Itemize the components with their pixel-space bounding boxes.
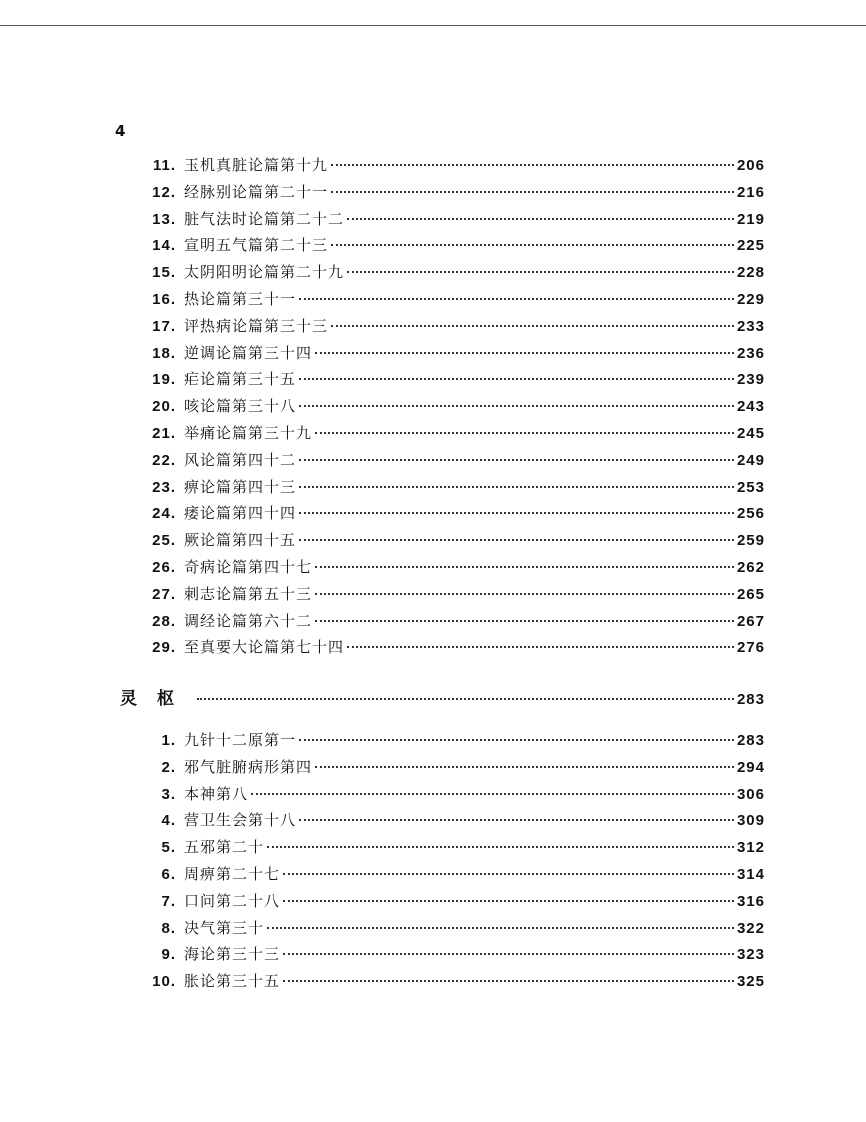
entry-page: 259 [736,532,765,550]
entry-page: 219 [736,210,765,228]
toc-entry [120,261,765,288]
toc-entry [120,368,765,395]
dot-leader [299,405,734,407]
toc-entry [120,288,765,315]
dot-leader [267,846,734,848]
toc-entry [120,890,765,917]
dot-leader [299,539,734,541]
entry-page: 323 [736,946,765,964]
entry-title: 调经论篇第六十二 [184,611,313,630]
entry-page: 233 [736,317,765,335]
scan-top-line [0,25,866,26]
entry-title: 举痛论篇第三十九 [184,423,313,442]
toc-entry [120,809,765,836]
toc-suwen-list [120,154,765,663]
toc-entry [120,449,765,476]
toc-entry [120,422,765,449]
entry-number: 2. [161,758,176,776]
toc-entry [120,729,765,756]
entry-title: 痿论篇第四十四 [184,504,297,523]
entry-title: 太阴阳明论篇第二十九 [184,263,345,282]
entry-page: 206 [736,157,765,174]
section-page: 283 [736,691,765,708]
dot-leader [299,512,734,514]
dot-leader [347,218,734,220]
entry-page: 312 [736,839,765,857]
entry-title: 胀论第三十五 [184,972,281,991]
entry-title: 咳论篇第三十八 [184,397,297,416]
entry-number: 18. [152,344,176,362]
toc-entry [120,154,765,181]
entry-number: 3. [161,785,176,803]
dot-leader [347,646,734,648]
entry-number: 24. [152,505,176,523]
entry-page: 239 [736,371,765,389]
dot-leader [251,793,734,795]
entry-number: 29. [152,639,176,657]
dot-leader [315,620,734,622]
entry-number: 25. [152,532,176,550]
entry-page: 253 [736,478,765,496]
toc-entry [120,836,765,863]
entry-number: 11. [152,157,176,174]
dot-leader [315,766,734,768]
entry-number: 8. [161,919,176,937]
entry-title: 海论第三十三 [184,945,281,964]
entry-number: 7. [161,892,176,910]
entry-title: 热论篇第三十一 [184,289,297,308]
toc-entry [120,610,765,637]
entry-number: 10. [152,973,176,991]
dot-leader [267,927,734,929]
entry-title: 邪气脏腑病形第四 [184,757,313,776]
entry-number: 22. [152,451,176,469]
toc-entry [120,636,765,663]
dot-leader [331,164,734,166]
entry-title: 本神第八 [184,784,249,803]
entry-page: 267 [736,612,765,630]
entry-number: 26. [152,558,176,576]
toc-entry [120,583,765,610]
entry-page: 276 [736,639,765,657]
entry-title: 脏气法时论篇第二十二 [184,209,345,228]
entry-title: 厥论篇第四十五 [184,531,297,550]
section-title: 灵枢 [120,689,194,709]
entry-page: 229 [736,290,765,308]
entry-title: 痹论篇第四十三 [184,477,297,496]
entry-number: 14. [152,237,176,255]
entry-title: 经脉别论篇第二十一 [184,182,329,201]
entry-page: 325 [736,973,765,991]
entry-number: 17. [152,317,176,335]
toc-entry [120,502,765,529]
entry-number: 16. [152,290,176,308]
entry-page: 309 [736,812,765,830]
entry-number: 19. [152,371,176,389]
dot-leader [299,298,734,300]
entry-number: 4. [161,812,176,830]
entry-page: 256 [736,505,765,523]
entry-page: 236 [736,344,765,362]
entry-title: 九针十二原第一 [184,731,297,749]
toc-entry [120,395,765,422]
entry-page: 322 [736,919,765,937]
toc-entry [120,342,765,369]
entry-page: 294 [736,758,765,776]
entry-title: 周痹第二十七 [184,864,281,883]
dot-leader [283,953,734,955]
entry-title: 至真要大论篇第七十四 [184,638,345,657]
entry-number: 1. [161,732,176,749]
entry-title: 口问第二十八 [184,891,281,910]
dot-leader [331,244,734,246]
entry-number: 9. [161,946,176,964]
toc-entry [120,863,765,890]
entry-number: 15. [152,264,176,282]
dot-leader [299,486,734,488]
entry-number: 27. [152,585,176,603]
entry-page: 243 [736,398,765,416]
entry-title: 决气第三十 [184,918,265,937]
entry-number: 28. [152,612,176,630]
toc-entry [120,970,765,997]
toc-entry [120,208,765,235]
toc-entry [120,943,765,970]
entry-title: 五邪第二十 [184,838,265,857]
entry-page: 225 [736,237,765,255]
entry-title: 评热病论篇第三十三 [184,316,329,335]
dot-leader [315,352,734,354]
entry-page: 262 [736,558,765,576]
dot-leader [331,325,734,327]
dot-leader [283,980,734,982]
toc-entry [120,783,765,810]
dot-leader [283,900,734,902]
toc-entry [120,529,765,556]
entry-page: 306 [736,785,765,803]
dot-leader [347,271,734,273]
toc-entry [120,476,765,503]
toc-entry [120,315,765,342]
entry-number: 21. [152,424,176,442]
entry-page: 249 [736,451,765,469]
entry-title: 宣明五气篇第二十三 [184,236,329,255]
dot-leader [331,191,734,193]
entry-title: 玉机真脏论篇第十九 [184,156,329,174]
dot-leader [299,378,734,380]
entry-number: 13. [152,210,176,228]
dot-leader [299,459,734,461]
toc-entry [120,556,765,583]
entry-number: 5. [161,839,176,857]
entry-page: 228 [736,264,765,282]
toc-entry [120,234,765,261]
toc-lingshu-list [120,729,765,997]
entry-number: 6. [161,865,176,883]
entry-page: 316 [736,892,765,910]
dot-leader [299,739,734,741]
entry-page: 216 [736,183,765,201]
toc-entry [120,756,765,783]
toc-entry [120,917,765,944]
dot-leader [299,819,734,821]
toc-entry [120,181,765,208]
entry-title: 营卫生会第十八 [184,811,297,830]
entry-page: 265 [736,585,765,603]
entry-number: 20. [152,398,176,416]
entry-page: 314 [736,865,765,883]
dot-leader [315,566,734,568]
entry-number: 12. [152,183,176,201]
dot-leader [315,593,734,595]
toc-section-lingshu [120,684,765,709]
dot-leader [197,698,734,700]
dot-leader [315,432,734,434]
entry-title: 逆调论篇第三十四 [184,343,313,362]
entry-title: 风论篇第四十二 [184,450,297,469]
entry-page: 283 [736,732,765,749]
entry-page: 245 [736,424,765,442]
page-number: 4 [115,122,126,140]
entry-number: 23. [152,478,176,496]
dot-leader [283,873,734,875]
entry-title: 奇病论篇第四十七 [184,557,313,576]
entry-title: 疟论篇第三十五 [184,370,297,389]
entry-title: 刺志论篇第五十三 [184,584,313,603]
